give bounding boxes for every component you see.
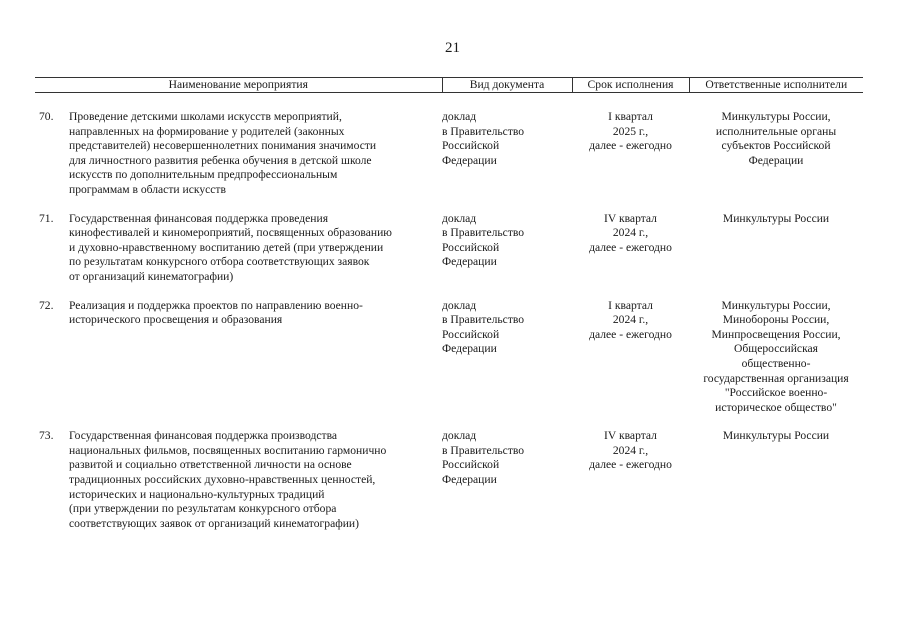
text-line: IV квартал <box>604 429 657 443</box>
row-number: 73. <box>39 429 54 443</box>
text-line: Федерации <box>442 342 497 356</box>
event-name-cell <box>69 93 442 212</box>
text-line: исполнительные органы <box>715 124 837 138</box>
header-event-name: Наименование мероприятия <box>35 78 442 93</box>
text-line: традиционных российских духовно-нравственных ценностей, <box>69 473 376 487</box>
text-line: Реализация и поддержка проектов по направлению военно- <box>69 298 363 312</box>
responsible-cell <box>689 429 863 545</box>
text-line: далее - ежегодно <box>589 240 672 254</box>
text-line: развитой и социально ответственной личности на основе <box>69 458 352 472</box>
text-line: 2024 г., <box>612 443 649 457</box>
text-line: 2025 г., <box>612 124 649 138</box>
text-line: государственная организация <box>703 371 849 385</box>
text-line: программам в области искусств <box>69 182 226 196</box>
text-line: в Правительство <box>442 443 525 457</box>
text-line: Российской <box>442 139 500 153</box>
text-line: Федерации <box>748 153 804 167</box>
event-name-cell <box>69 212 442 299</box>
text-line: представителей) несовершеннолетних понимания значимости <box>69 139 377 153</box>
events-table <box>35 77 863 545</box>
text-line: для личностного развития ребенка обучения в детской школе <box>69 153 372 167</box>
text-line: доклад <box>442 211 477 225</box>
text-line: Государственная финансовая поддержка проведения <box>69 211 329 225</box>
text-line: Государственная финансовая поддержка производства <box>69 429 338 443</box>
text-line: историческое общество" <box>715 400 837 414</box>
text-line: исторических и национально-культурных традиций <box>69 487 325 501</box>
text-line: I квартал <box>608 110 653 123</box>
text-line: (при утверждении по результатам конкурсного отбора <box>69 502 337 516</box>
deadline-cell <box>572 299 689 430</box>
document-type-cell <box>442 212 572 299</box>
text-line: Проведение детскими школами искусств мероприятий, <box>69 110 342 123</box>
text-line: доклад <box>442 429 477 443</box>
text-line: в Правительство <box>442 226 525 240</box>
text-line: Минкультуры России <box>722 211 830 225</box>
header-responsible: Ответственные исполнители <box>689 78 863 93</box>
responsible-cell <box>689 93 863 212</box>
text-line: от организаций кинематографии) <box>69 269 234 283</box>
document-type-cell <box>442 299 572 430</box>
header-document-type: Вид документа <box>442 78 572 93</box>
table-row <box>35 429 863 545</box>
table-row <box>35 93 863 212</box>
text-line: кинофестивалей и киномероприятий, посвященных образованию <box>69 226 392 240</box>
responsible-cell <box>689 212 863 299</box>
deadline-cell <box>572 93 689 212</box>
document-type-cell <box>442 93 572 212</box>
text-line: в Правительство <box>442 124 525 138</box>
table-body <box>35 93 863 546</box>
text-line: соответствующих заявок от организаций кинематографии) <box>69 516 360 530</box>
responsible-cell <box>689 299 863 430</box>
text-line: Минобороны России, <box>722 313 830 327</box>
text-line: и духовно-нравственному воспитанию детей (при утверждении <box>69 240 384 254</box>
page-number: 21 <box>445 40 460 56</box>
text-line: Российской <box>442 240 500 254</box>
text-line: направленных на формирование у родителей (законных <box>69 124 345 138</box>
table-row <box>35 212 863 299</box>
row-number: 71. <box>39 211 54 225</box>
text-line: Федерации <box>442 255 497 269</box>
text-line: в Правительство <box>442 313 525 327</box>
deadline-cell <box>572 429 689 545</box>
text-line: 2024 г., <box>612 313 649 327</box>
text-line: "Российское военно- <box>724 386 828 400</box>
text-line: исторического просвещения и образования <box>69 313 283 327</box>
text-line: Минпросвещения России, <box>711 327 841 341</box>
text-line: Общероссийская <box>734 342 819 356</box>
text-line: Минкультуры России, <box>721 110 831 123</box>
text-line: доклад <box>442 110 477 123</box>
text-line: Российской <box>442 327 500 341</box>
row-number: 72. <box>39 298 54 312</box>
text-line: I квартал <box>608 298 653 312</box>
table-row <box>35 299 863 430</box>
table-header-row <box>35 78 863 93</box>
deadline-cell <box>572 212 689 299</box>
text-line: Российской <box>442 458 500 472</box>
text-line: искусств по дополнительным предпрофессиональным <box>69 168 338 182</box>
text-line: доклад <box>442 298 477 312</box>
text-line: далее - ежегодно <box>589 458 672 472</box>
text-line: субъектов Российской <box>721 139 831 153</box>
document-type-cell <box>442 429 572 545</box>
event-name-cell <box>69 299 442 430</box>
text-line: далее - ежегодно <box>589 139 672 153</box>
text-line: Федерации <box>442 153 497 167</box>
row-number: 70. <box>39 110 54 123</box>
text-line: далее - ежегодно <box>589 327 672 341</box>
header-deadline: Срок исполнения <box>572 78 689 93</box>
text-line: Минкультуры России, <box>721 298 831 312</box>
text-line: общественно- <box>741 356 811 370</box>
text-line: Минкультуры России <box>722 429 830 443</box>
text-line: по результатам конкурсного отбора соответствующих заявок <box>69 255 370 269</box>
event-name-cell <box>69 429 442 545</box>
text-line: IV квартал <box>604 211 657 225</box>
text-line: национальных фильмов, посвященных воспитанию гармонично <box>69 443 387 457</box>
text-line: 2024 г., <box>612 226 649 240</box>
text-line: Федерации <box>442 473 497 487</box>
